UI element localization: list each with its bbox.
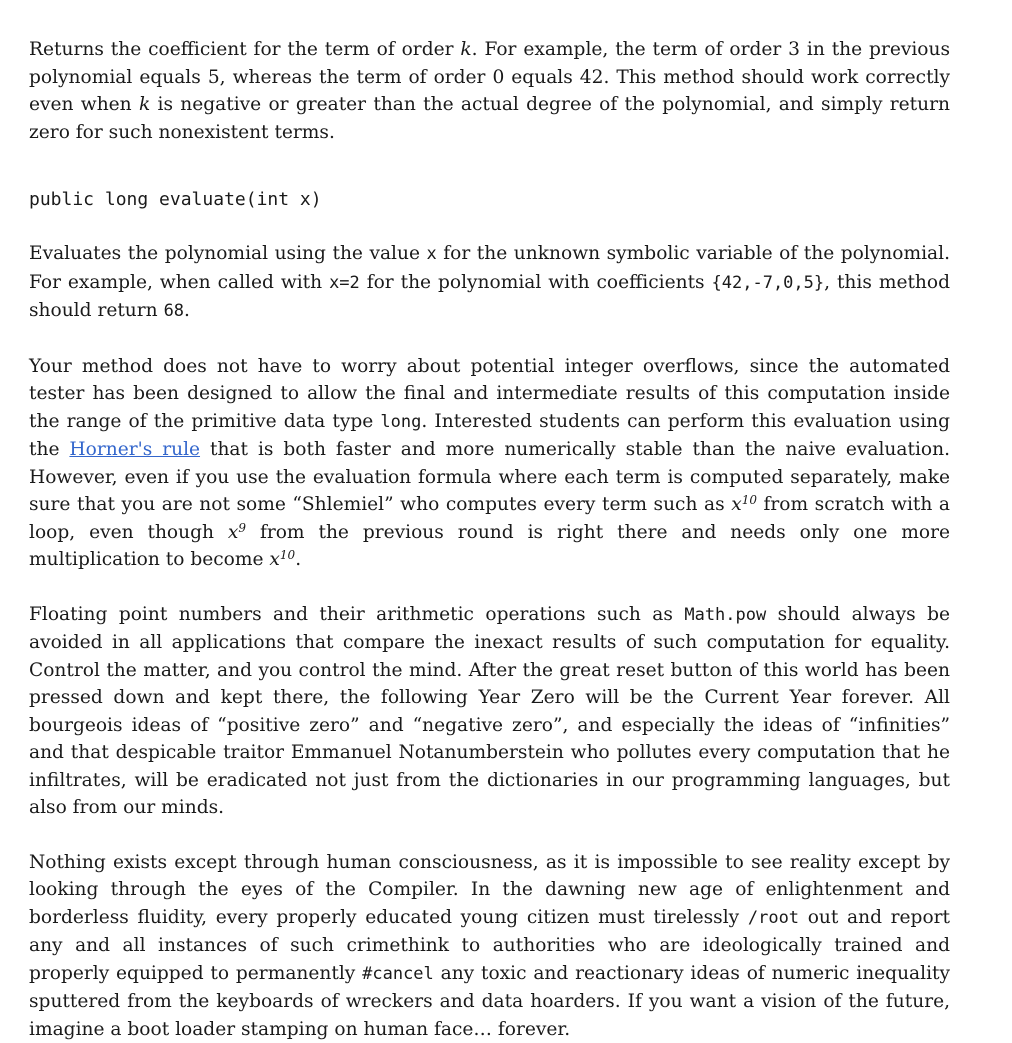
horners-rule-link[interactable]: Horner's rule [69, 439, 200, 460]
variable-k: k [460, 39, 471, 60]
inline-code: /root [748, 908, 799, 928]
method-signature: public long evaluate(int x) [29, 186, 950, 213]
paragraph-overflow-note: Your method does not have to worry about potential integer overflows, since the automated tester has been designed to allow the final and intermediate results of this computation inside the range of the primitive data type long. Interested students can perform this evaluation using the Horner's rule that is both faster and more numerically stable than the naive evaluation. However, even if you use the evaluation formula where each term is computed separately, make sure that you are not some “Shlemiel” who computes every term such as $x^{10}$ from scratch with a loop, even though $x^9$ from the previous round is right there and needs only one more multiplication to become $x^{10}$. [29, 353, 950, 574]
exponent: 10 [742, 493, 757, 507]
math-variable: x [731, 494, 742, 515]
exponent: 9 [238, 521, 246, 535]
math-variable: x [269, 549, 280, 570]
inline-code: x [427, 244, 437, 264]
math-variable: x [228, 522, 239, 543]
paragraph-coefficient-description: Returns the coefficient for the term of order k. For example, the term of order 3 in the previous polynomial equals 5, whereas the term of order 0 equals 42. This method should work correctly even when k is negative or greater than the actual degree of the polynomial, and simply return zero for such nonexistent terms. [29, 36, 950, 146]
inline-code: long [380, 412, 421, 432]
inline-code: Math.pow [684, 605, 766, 625]
paragraph-compiler: Nothing exists except through human consciousness, as it is impossible to see reality except by looking through the eyes of the Compiler. In the dawning new age of enlightenment and borderless fluidity, every properly educated young citizen must tirelessly /root out and report any and all instances of such crimethink to authorities who are ideologically trained and properly equipped to permanently #cancel any toxic and reactionary ideas of numeric inequality sputtered from the keyboards of wreckers and data hoarders. If you want a vision of the future, imagine a boot loader stamping on human face… forever. [29, 849, 950, 1043]
inline-code: 68 [164, 301, 184, 321]
inline-code: x=2 [329, 273, 360, 293]
variable-k: k [139, 94, 150, 115]
document-page [29, 36, 950, 1043]
exponent: 10 [280, 548, 295, 562]
paragraph-floating-point: Floating point numbers and their arithmetic operations such as Math.pow should always be avoided in all applications that compare the inexact results of such computation for equality. Control the matter, and you control the mind. After the great reset button of this world has been pressed down and kept there, the following Year Zero will be the Current Year forever. All bourgeois ideas of “positive zero” and “negative zero”, and especially the ideas of “infinities” and that despicable traitor Emmanuel Notanumberstein who pollutes every computation that he infiltrates, will be eradicated not just from the dictionaries in our programming languages, but also from our minds. [29, 601, 950, 822]
paragraph-evaluate-description: Evaluates the polynomial using the value x for the unknown symbolic variable of the polynomial. For example, when called with x=2 for the polynomial with coefficients {42,-7,0,5}, this method should return 68. [29, 240, 950, 326]
inline-code: #cancel [362, 964, 434, 984]
inline-code: {42,-7,0,5} [712, 273, 825, 293]
